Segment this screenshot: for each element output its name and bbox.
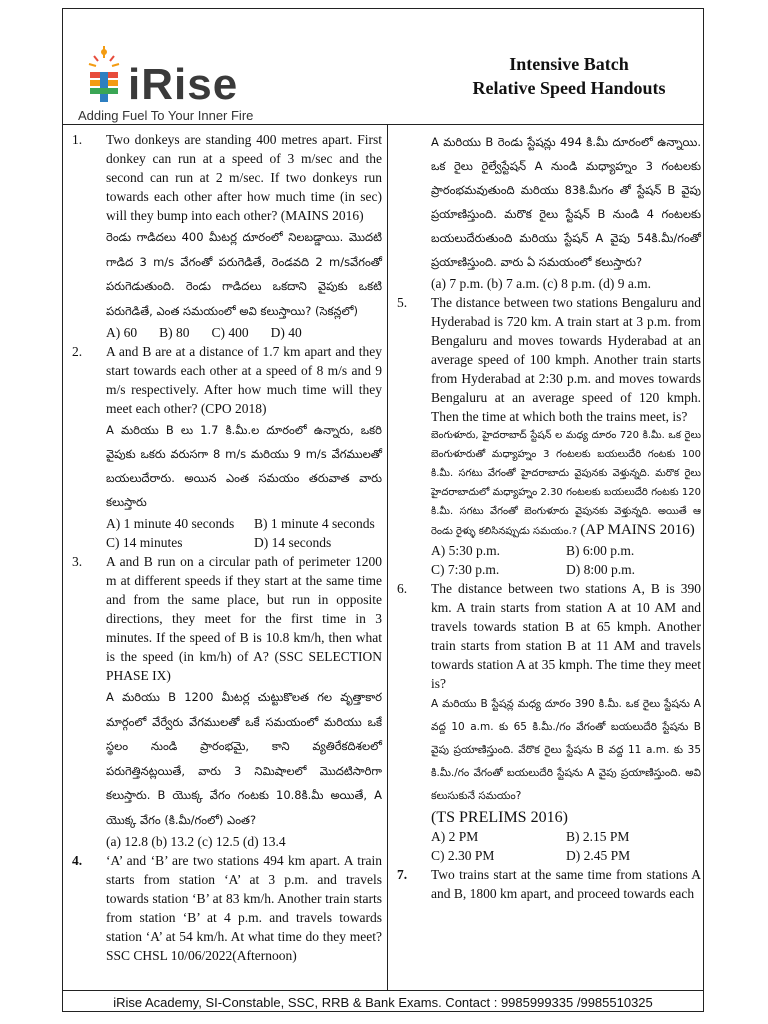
question-6 — [391, 579, 701, 865]
option-c: C) 14 minutes — [106, 535, 183, 550]
question-3 — [66, 552, 382, 851]
option-a: A) 1 minute 40 seconds — [106, 516, 235, 531]
option-b: B) 1 minute 4 seconds — [254, 516, 375, 531]
question-4 — [66, 851, 382, 965]
options: (a) 7 p.m. (b) 7 a.m. (c) 8 p.m. (d) 9 a.m. — [431, 276, 652, 291]
question-text-en: Two trains start at the same time from stations A and B, 1800 km apart, and proceed towards each — [431, 867, 701, 901]
logo-wordmark: iRise — [128, 60, 239, 109]
option-d: D) 8:00 p.m. — [566, 562, 635, 577]
exam-tag: (TS PRELIMS 2016) — [431, 809, 568, 826]
question-5 — [391, 293, 701, 579]
column-divider — [387, 124, 388, 990]
question-number: 6. — [397, 581, 408, 596]
header-divider — [62, 124, 704, 125]
options: (a) 12.8 (b) 13.2 (c) 12.5 (d) 13.4 — [106, 834, 286, 849]
question-1 — [66, 130, 382, 342]
option-c: C) 2.30 PM — [431, 848, 495, 863]
question-text-te: A మరియు B 1200 మీటర్ల చుట్టుకొలత గల వృత్తాకార మార్గంలో వేర్వేరు వేగములతో ఒకే సమయంలో మరియు ఒకే స్థలం నుండి ప్రారంభమై, కాని వ్యతిరేకదిశలలో పరుగెత్తినట్లయితే, వారు 3 నిమిషాలలో మొదటిసారిగా కలుస్తారు. B యొక్క వేగం గంటకు 10.8కి.మీ అయితే, A యొక్క వేగం (కి.మీ/గంలో) ఎంత? — [106, 690, 382, 827]
options — [431, 541, 701, 579]
footer-divider — [62, 990, 704, 991]
question-7 — [391, 865, 701, 903]
options — [106, 514, 382, 552]
question-number: 1. — [72, 132, 83, 147]
flame-book-icon — [84, 44, 124, 104]
question-text-en: Two donkeys are standing 400 metres apart. First donkey can run at a speed of 3 m/sec and the second can run at 2 m/sec. If two donkeys run towards each other after how much time (in sec) will they bump into each other? (MAINS 2016) — [106, 132, 382, 223]
option-a: A) 2 PM — [431, 829, 479, 844]
question-number: 7. — [397, 867, 408, 882]
option-b: B) 2.15 PM — [566, 829, 630, 844]
left-column — [66, 130, 382, 965]
question-number: 3. — [72, 554, 83, 569]
option-c: C) 400 — [211, 325, 249, 340]
option-b: B) 6:00 p.m. — [566, 543, 635, 558]
question-text-te — [431, 426, 701, 541]
question-number: 4. — [72, 853, 83, 868]
page-header — [64, 10, 702, 124]
options — [106, 323, 382, 342]
option-c: C) 7:30 p.m. — [431, 562, 500, 577]
options — [431, 827, 701, 865]
question-text-en: A and B are at a distance of 1.7 km apart and they start towards each other at a speed of 8 m/s and 9 m/s respectively. After how much time will they meet each other? (CPO 2018) — [106, 344, 382, 416]
question-text-en: ‘A’ and ‘B’ are two stations 494 km apart. A train starts from station ‘A’ at 3 p.m. and travels towards station ‘B’ at 83 km/h. Another train starts from station ‘B’ at 4 p.m. and travels towards station ‘A’ at 54 km/h. At what time do they meet? SSC CHSL 10/06/2022(Afternoon) — [106, 853, 382, 963]
question-text-en: The distance between two stations A, B is 390 km. A train starts from station A at 10 AM and travels towards station B at 65 kmph. Another train starts from station B at 11 AM and travels towards station A at 35 kmph. The time they meet is? — [431, 581, 701, 691]
question-text-en: The distance between two stations Bengaluru and Hyderabad is 720 km. A train start at 3 p.m. from Bengaluru and moves towards Hyderabad at an average speed of 100 kmph. Another train starts from Hyderabad at 2:30 p.m. and moves towards Bengaluru at an average speed of 120 kmph. Then the time at which both the trains meet, is? — [431, 295, 701, 424]
title-line-2: Relative Speed Handouts — [472, 78, 666, 98]
question-text-en: A and B run on a circular path of perimeter 1200 m at different speeds if they start at the same time and from the same place, but run in opposite directions, they meet for the first time in 3 minutes. If the speed of B is 10.8 km/h, then what is the speed (in km/h) of A? (SSC SELECTION PHASE IX) — [106, 554, 382, 683]
page-title — [444, 52, 694, 100]
title-line-1: Intensive Batch — [509, 54, 629, 74]
question-text-te: రెండు గాడిదలు 400 మీటర్ల దూరంలో నిలబడ్డాయి. మొదటి గాడిద 3 m/s వేగంతో పరుగెడితే, రెండవది 2 m/sవేగంతో పరుగెడుతుంది. రెండు గాడిదలు ఒకదాని వైపుకు ఒకటి పరుగెడితే, ఎంత సమయంలో అవి కలుస్తాయి? (సెకన్లలో) — [106, 230, 382, 318]
logo-tagline: Adding Fuel To Your Inner Fire — [78, 108, 254, 123]
question-number: 5. — [397, 295, 408, 310]
option-d: D) 2.45 PM — [566, 848, 631, 863]
page-footer: iRise Academy, SI-Constable, SSC, RRB & Bank Exams. Contact : 9985999335 /9985510325 — [113, 995, 653, 1010]
question-4-continued — [391, 130, 701, 293]
option-a: A) 5:30 p.m. — [431, 543, 500, 558]
question-text-te: A మరియు B రెండు స్టేషన్లు 494 కి.మీ దూరంలో ఉన్నాయి. ఒక రైలు రైల్వేస్టేషన్ A నుండి మధ్యాహ్నం 3 గంటలకు ప్రారంభమవుతుంది మరియు 83కి.మీగం తో స్టేషన్ B వైపు ప్రయాణిస్తుంది. మరొక రైలు స్టేషన్ B నుండి 4 గంటలకు బయలుదేరుతుంది మరియు స్టేషన్ A వైపు 54కి.మీ/గంతో ప్రయాణిస్తుంది. వారు ఏ సమయంలో కలుస్తారు? — [431, 135, 701, 269]
option-a: A) 60 — [106, 325, 138, 340]
question-text-te-body: బెంగుళూరు, హైదరాబాద్ స్టేషన్ ల మధ్య దూరం 720 కి.మీ. ఒక రైలు బెంగుళూరుతో మధ్యాహ్నం 3 గంటలకు బయలుదేరి గంటకు 100 కి.మీ. సగటు వేగంతో హైదరాబాదు వైపునకు వెళ్తున్నది. మరొక రైలు హైదరాబాదులో మధ్యాహ్నం 2.30 గంటలకు బయలుదేరి గంటకు 120 కి.మీ. సగటు వేగంతో బెంగుళూరు వైపునకు వెళ్తున్నది. అయితే ఆ రెండు రైళ్ళు కలిసినప్పుడు సమయం.? — [431, 430, 701, 537]
option-d: D) 40 — [270, 325, 302, 340]
right-column — [391, 130, 701, 903]
exam-tag: (AP MAINS 2016) — [580, 522, 695, 538]
question-text-te: A మరియు B స్టేషన్ల మధ్య దూరం 390 కి.మీ. ఒక రైలు స్టేషను A వద్ద 10 a.m. కు 65 కి.మీ./గం వేగంతో బయలుదేరి స్టేషను B వైపు ప్రయాణిస్తుంది. వేరొక రైలు స్టేషను B వద్ద 11 a.m. కు 35 కి.మీ./గం వేగంతో బయలుదేరి స్టేషను A వైపు ప్రయాణిస్తుంది. అవి కలుసుకునే సమయం? — [431, 698, 701, 802]
irise-logo — [78, 38, 278, 128]
option-b: B) 80 — [159, 325, 190, 340]
question-2 — [66, 342, 382, 552]
question-text-te: A మరియు B లు 1.7 కి.మీ.ల దూరంలో ఉన్నారు, ఒకరి వైపుకు ఒకరు వరుసగా 8 m/s మరియు 9 m/s వేగములతో బయలుదేరారు. అయిన ఎంత సమయం తరువాత వారు కలుస్తారు — [106, 423, 382, 509]
question-number: 2. — [72, 344, 83, 359]
option-d: D) 14 seconds — [254, 535, 332, 550]
